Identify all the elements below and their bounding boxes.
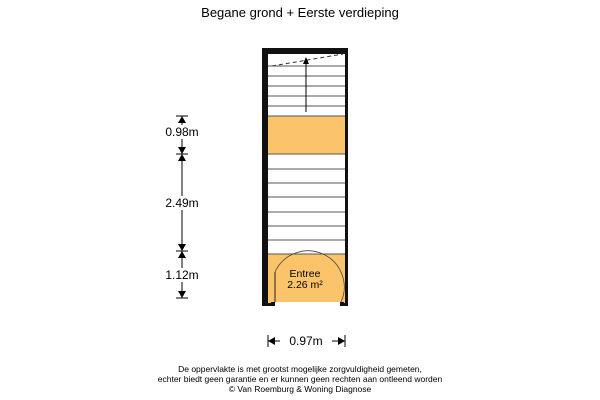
landing-floor: [268, 116, 345, 154]
plan-title: Begane grond + Eerste verdieping: [201, 5, 399, 20]
dimension-label-top: 0.98m: [165, 125, 199, 139]
dimension-label-width: 0.97m: [289, 334, 323, 348]
dimension-label-middle: 2.49m: [165, 196, 199, 210]
disclaimer-line-2: echter biedt geen garantie en er kunnen geen rechten aan ontleend worden: [157, 374, 443, 384]
dimension-label-bottom: 1.12m: [165, 268, 199, 282]
disclaimer-line-1: De oppervlakte is met grootst mogelijke zorgvuldigheid gemeten,: [178, 364, 422, 374]
copyright-line: © Van Roemburg & Woning Diagnose: [228, 384, 372, 394]
room-area: 2.26 m²: [287, 279, 323, 291]
room-name: Entree: [289, 268, 321, 280]
disclaimer: [0, 364, 600, 394]
lower-stair-run: [268, 154, 345, 254]
upper-stair-run: [268, 54, 345, 116]
